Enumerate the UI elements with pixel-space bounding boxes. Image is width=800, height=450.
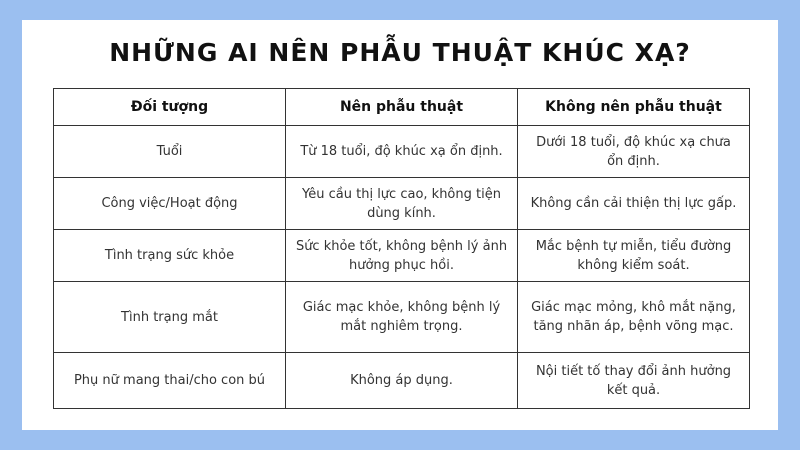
cell-should-not: Nội tiết tố thay đổi ảnh hưởng kết quả.	[518, 353, 750, 409]
table-row	[54, 230, 750, 282]
cell-subject: Tình trạng sức khỏe	[54, 230, 286, 282]
table-header-row	[54, 89, 750, 126]
content-card	[22, 20, 778, 430]
table-row	[54, 353, 750, 409]
cell-should: Từ 18 tuổi, độ khúc xạ ổn định.	[286, 126, 518, 178]
header-should: Nên phẫu thuật	[286, 89, 518, 126]
cell-should: Sức khỏe tốt, không bệnh lý ảnh hưởng phục hồi.	[286, 230, 518, 282]
cell-subject: Tình trạng mắt	[54, 282, 286, 353]
cell-should: Giác mạc khỏe, không bệnh lý mắt nghiêm trọng.	[286, 282, 518, 353]
table-row	[54, 178, 750, 230]
cell-should: Không áp dụng.	[286, 353, 518, 409]
cell-should-not: Không cần cải thiện thị lực gấp.	[518, 178, 750, 230]
cell-should: Yêu cầu thị lực cao, không tiện dùng kính.	[286, 178, 518, 230]
header-should-not: Không nên phẫu thuật	[518, 89, 750, 126]
cell-subject: Tuổi	[54, 126, 286, 178]
table-row	[54, 282, 750, 353]
cell-should-not: Mắc bệnh tự miễn, tiểu đường không kiểm soát.	[518, 230, 750, 282]
header-subject: Đối tượng	[54, 89, 286, 126]
cell-subject: Phụ nữ mang thai/cho con bú	[54, 353, 286, 409]
comparison-table	[53, 88, 750, 409]
page-title: NHỮNG AI NÊN PHẪU THUẬT KHÚC XẠ?	[109, 38, 691, 67]
table-row	[54, 126, 750, 178]
cell-subject: Công việc/Hoạt động	[54, 178, 286, 230]
cell-should-not: Giác mạc mỏng, khô mắt nặng, tăng nhãn áp, bệnh võng mạc.	[518, 282, 750, 353]
cell-should-not: Dưới 18 tuổi, độ khúc xạ chưa ổn định.	[518, 126, 750, 178]
